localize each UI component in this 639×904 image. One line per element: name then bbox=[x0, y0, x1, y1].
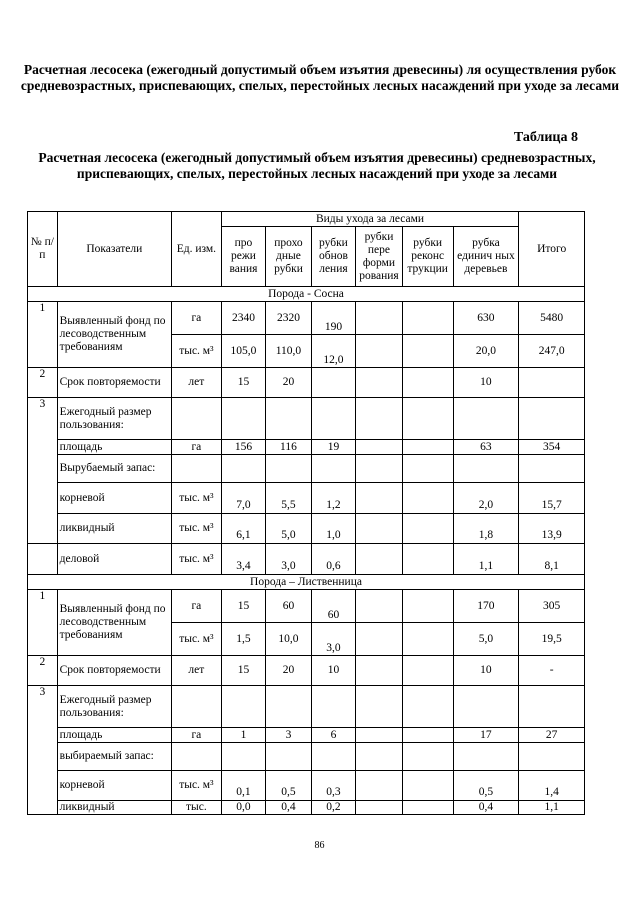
value-cell: 0,0 bbox=[221, 801, 265, 815]
value-cell bbox=[356, 514, 403, 544]
value-cell bbox=[402, 440, 453, 455]
value-cell bbox=[356, 656, 403, 686]
table-row bbox=[28, 483, 585, 514]
row-num: 2 bbox=[28, 656, 58, 686]
value-cell: 0,1 bbox=[221, 771, 265, 801]
value-cell: 15,7 bbox=[519, 483, 585, 514]
value-cell: 0,4 bbox=[453, 801, 519, 815]
value-cell bbox=[356, 440, 403, 455]
value-cell bbox=[356, 728, 403, 743]
value-cell: 0,2 bbox=[311, 801, 355, 815]
table-number: Таблица 8 bbox=[513, 130, 578, 145]
value-cell bbox=[356, 623, 403, 656]
unit-cell: га bbox=[171, 590, 221, 623]
value-cell: 0,5 bbox=[453, 771, 519, 801]
value-text: 190 bbox=[324, 320, 343, 333]
value-cell: 5,5 bbox=[266, 483, 312, 514]
value-cell: 1,1 bbox=[519, 801, 585, 815]
row-num: 1 bbox=[28, 590, 58, 656]
section-title: Порода – Лиственница bbox=[28, 575, 585, 590]
row-label: Выявленный фонд по лесоводственным требованиям bbox=[57, 302, 171, 368]
value-cell bbox=[402, 514, 453, 544]
value-cell: 0,4 bbox=[266, 801, 312, 815]
value-cell bbox=[402, 656, 453, 686]
value-cell bbox=[356, 368, 403, 398]
row-label: корневой bbox=[57, 483, 171, 514]
value-cell bbox=[402, 590, 453, 623]
table-row bbox=[28, 590, 585, 623]
value-cell bbox=[311, 590, 355, 623]
value-cell bbox=[356, 544, 403, 575]
value-cell: 19 bbox=[311, 440, 355, 455]
page-number: 86 bbox=[314, 840, 325, 851]
value-cell: 10 bbox=[453, 656, 519, 686]
value-cell bbox=[402, 483, 453, 514]
value-cell: 1,1 bbox=[453, 544, 519, 575]
value-cell: 60 bbox=[266, 590, 312, 623]
value-cell: 5,0 bbox=[453, 623, 519, 656]
value-cell bbox=[356, 335, 403, 368]
header-col: рубки пере форми рования bbox=[356, 227, 403, 287]
table-row bbox=[28, 743, 585, 771]
unit-cell: тыс. м³ bbox=[171, 514, 221, 544]
value-cell bbox=[356, 771, 403, 801]
row-num: 1 bbox=[28, 302, 58, 368]
value-cell: 10,0 bbox=[266, 623, 312, 656]
row-label: деловой bbox=[57, 544, 171, 575]
value-cell bbox=[356, 801, 403, 815]
value-cell bbox=[402, 728, 453, 743]
value-cell bbox=[311, 335, 355, 368]
table-row bbox=[28, 771, 585, 801]
header-col: рубки реконс трукции bbox=[402, 227, 453, 287]
value-cell: - bbox=[519, 656, 585, 686]
value-cell bbox=[402, 368, 453, 398]
row-label: ликвидный bbox=[57, 514, 171, 544]
value-cell: 3,4 bbox=[221, 544, 265, 575]
value-cell bbox=[311, 302, 355, 335]
document-heading: Расчетная лесосека (ежегодный допустимый объем изъятия древесины) ля осуществления рубок средневозрастных, приспевающих, спелых, перестойных лесных насаждений при уходе за лесами bbox=[20, 62, 620, 93]
header-total: Итого bbox=[519, 212, 585, 287]
row-label: корневой bbox=[57, 771, 171, 801]
value-cell: 15 bbox=[221, 368, 265, 398]
value-cell: 630 bbox=[453, 302, 519, 335]
header-col: прохо дные рубки bbox=[266, 227, 312, 287]
row-label: ликвидный bbox=[57, 801, 171, 815]
header-col: рубка единич ных деревьев bbox=[453, 227, 519, 287]
table-title: Расчетная лесосека (ежегодный допустимый объем изъятия древесины) средневозрастных, приспевающих, спелых, перестойных лесных насаждений при уходе за лесами bbox=[38, 150, 596, 181]
value-cell bbox=[519, 368, 585, 398]
value-cell bbox=[402, 302, 453, 335]
row-label: выбираемый запас: bbox=[57, 743, 171, 771]
value-cell: 7,0 bbox=[221, 483, 265, 514]
value-cell: 63 bbox=[453, 440, 519, 455]
value-cell: 354 bbox=[519, 440, 585, 455]
row-label: Вырубаемый запас: bbox=[57, 455, 171, 483]
value-cell: 6 bbox=[311, 728, 355, 743]
value-cell: 116 bbox=[266, 440, 312, 455]
table-row bbox=[28, 514, 585, 544]
value-cell: 1 bbox=[221, 728, 265, 743]
table-row bbox=[28, 455, 585, 483]
unit-cell: тыс. м³ bbox=[171, 623, 221, 656]
value-cell: 27 bbox=[519, 728, 585, 743]
value-cell: 10 bbox=[453, 368, 519, 398]
value-cell: 1,4 bbox=[519, 771, 585, 801]
value-cell bbox=[402, 801, 453, 815]
unit-cell: тыс. м³ bbox=[171, 771, 221, 801]
value-cell: 17 bbox=[453, 728, 519, 743]
value-cell bbox=[311, 368, 355, 398]
row-num: 3 bbox=[28, 398, 58, 544]
row-label: Срок повторяемости bbox=[57, 656, 171, 686]
row-label: Ежегодный размер пользования: bbox=[57, 686, 171, 728]
value-cell bbox=[356, 590, 403, 623]
value-text: 12,0 bbox=[323, 353, 344, 366]
table-row bbox=[28, 801, 585, 815]
value-cell: 3 bbox=[266, 728, 312, 743]
header-num: № п/п bbox=[28, 212, 58, 287]
value-text: 3,0 bbox=[326, 641, 341, 654]
row-label: Выявленный фонд по лесоводственным требованиям bbox=[57, 590, 171, 656]
value-cell bbox=[402, 544, 453, 575]
value-cell: 105,0 bbox=[221, 335, 265, 368]
unit-cell: тыс. м³ bbox=[171, 483, 221, 514]
value-cell: 20 bbox=[266, 656, 312, 686]
value-cell: 1,8 bbox=[453, 514, 519, 544]
unit-cell: тыс. м³ bbox=[171, 335, 221, 368]
unit-cell: га bbox=[171, 440, 221, 455]
value-cell: 20 bbox=[266, 368, 312, 398]
header-col: про режи вания bbox=[221, 227, 265, 287]
unit-cell: га bbox=[171, 302, 221, 335]
value-cell bbox=[402, 623, 453, 656]
value-cell: 247,0 bbox=[519, 335, 585, 368]
value-cell: 0,3 bbox=[311, 771, 355, 801]
unit-cell: га bbox=[171, 728, 221, 743]
value-cell: 305 bbox=[519, 590, 585, 623]
header-unit: Ед. изм. bbox=[171, 212, 221, 287]
value-cell: 2340 bbox=[221, 302, 265, 335]
value-cell: 15 bbox=[221, 590, 265, 623]
table-row bbox=[28, 728, 585, 743]
header-care-types: Виды ухода за лесами bbox=[221, 212, 519, 227]
value-cell: 156 bbox=[221, 440, 265, 455]
value-cell: 15 bbox=[221, 656, 265, 686]
value-cell: 1,5 bbox=[221, 623, 265, 656]
unit-cell: тыс. м³ bbox=[171, 544, 221, 575]
row-num: 2 bbox=[28, 368, 58, 398]
value-cell: 0,5 bbox=[266, 771, 312, 801]
value-cell: 110,0 bbox=[266, 335, 312, 368]
value-cell: 2320 bbox=[266, 302, 312, 335]
value-cell: 170 bbox=[453, 590, 519, 623]
value-cell: 19,5 bbox=[519, 623, 585, 656]
row-num: 3 bbox=[28, 686, 58, 815]
table-row bbox=[28, 398, 585, 440]
value-text: 60 bbox=[327, 608, 340, 621]
table-row bbox=[28, 656, 585, 686]
section-title: Порода - Сосна bbox=[28, 287, 585, 302]
table-row bbox=[28, 544, 585, 575]
unit-cell: лет bbox=[171, 368, 221, 398]
row-label: Срок повторяемости bbox=[57, 368, 171, 398]
value-cell: 5480 bbox=[519, 302, 585, 335]
value-cell: 0,6 bbox=[311, 544, 355, 575]
row-label: площадь bbox=[57, 440, 171, 455]
table-row bbox=[28, 686, 585, 728]
value-cell: 20,0 bbox=[453, 335, 519, 368]
unit-cell: лет bbox=[171, 656, 221, 686]
value-cell bbox=[356, 302, 403, 335]
table-row bbox=[28, 440, 585, 455]
value-cell: 13,9 bbox=[519, 514, 585, 544]
value-cell: 1,2 bbox=[311, 483, 355, 514]
value-cell: 6,1 bbox=[221, 514, 265, 544]
row-label: Ежегодный размер пользования: bbox=[57, 398, 171, 440]
forest-cut-table bbox=[27, 211, 585, 815]
value-cell: 2,0 bbox=[453, 483, 519, 514]
table-row bbox=[28, 368, 585, 398]
table-row bbox=[28, 302, 585, 335]
value-cell bbox=[311, 623, 355, 656]
value-cell: 10 bbox=[311, 656, 355, 686]
value-cell bbox=[356, 483, 403, 514]
value-cell: 3,0 bbox=[266, 544, 312, 575]
unit-cell: тыс. bbox=[171, 801, 221, 815]
value-cell bbox=[402, 771, 453, 801]
value-cell bbox=[402, 335, 453, 368]
value-cell: 1,0 bbox=[311, 514, 355, 544]
header-indicators: Показатели bbox=[57, 212, 171, 287]
value-cell: 5,0 bbox=[266, 514, 312, 544]
value-cell: 8,1 bbox=[519, 544, 585, 575]
row-label: площадь bbox=[57, 728, 171, 743]
header-col: рубки обнов ления bbox=[311, 227, 355, 287]
